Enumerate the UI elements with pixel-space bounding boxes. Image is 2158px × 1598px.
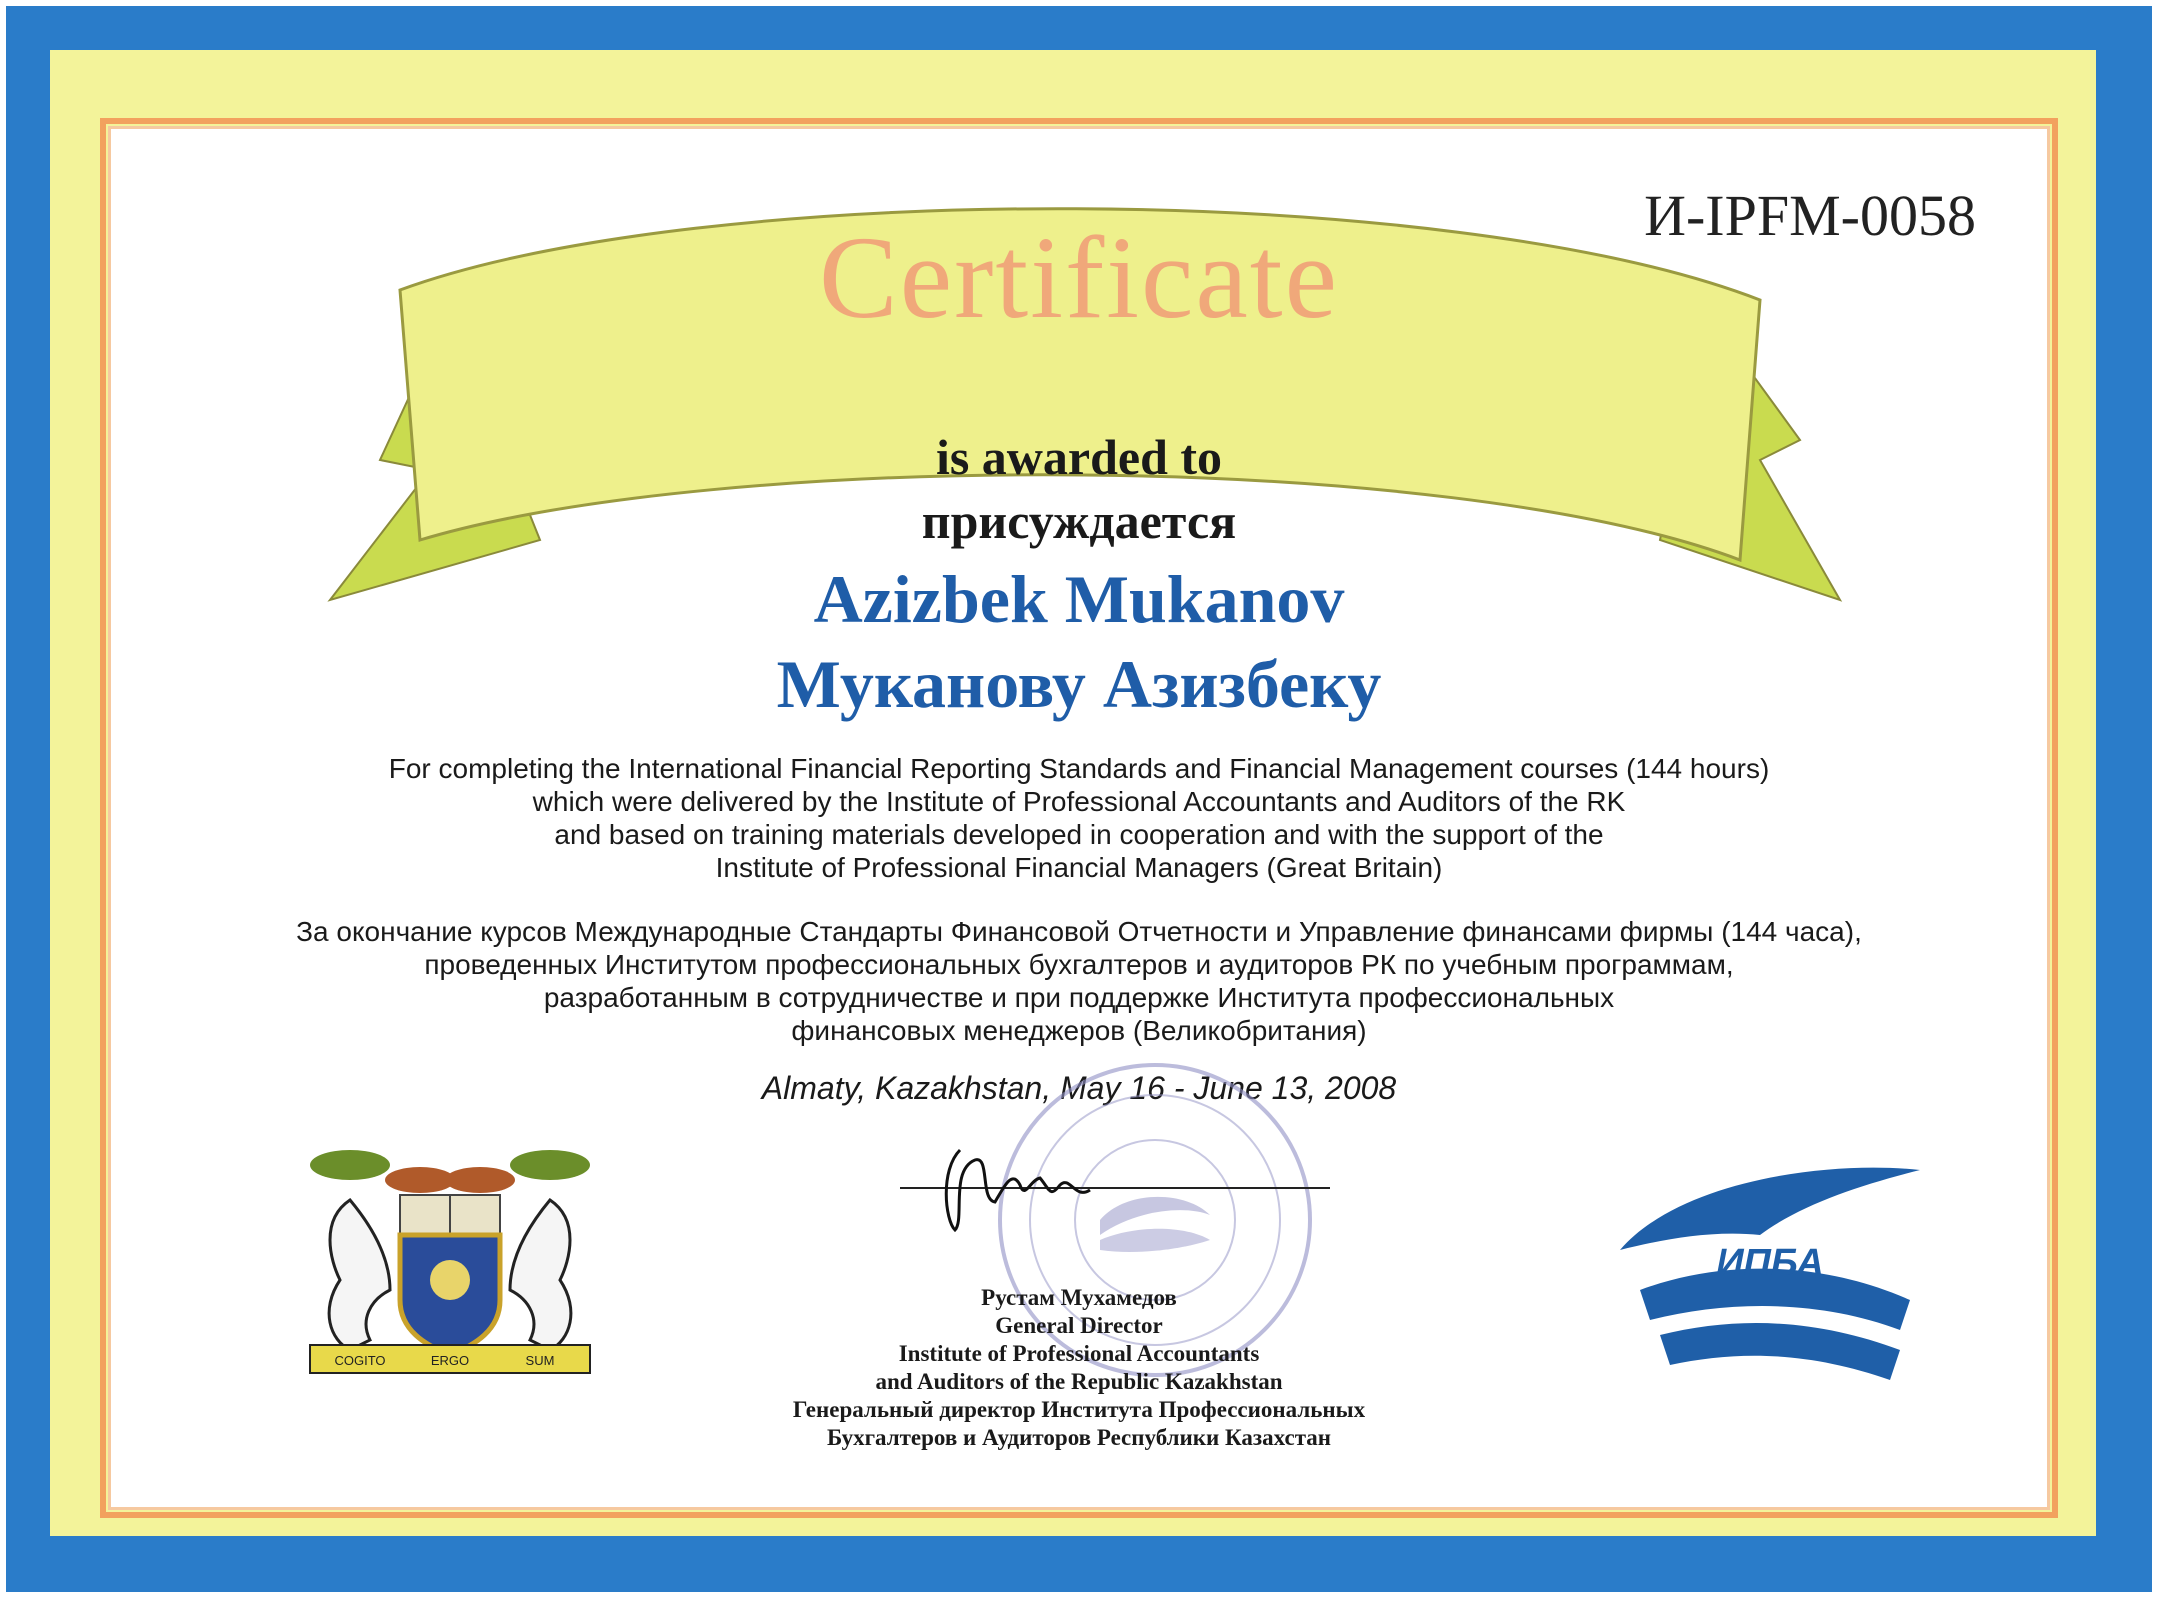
awarded-to-en: is awarded to <box>935 429 1223 485</box>
recipient-name-ru: Муканову Азизбеку <box>776 646 1382 722</box>
certificate-title: Certificate <box>819 212 1339 343</box>
description-en-line: which were delivered by the Institute of Professional Accountants and Auditors of the RK <box>532 786 1626 817</box>
description-en-line: For completing the International Financial Reporting Standards and Financial Management courses (144 hours) <box>388 753 1770 784</box>
signatory-line: Institute of Professional Accountants <box>898 1341 1260 1366</box>
signature <box>900 1130 1330 1240</box>
description-ru <box>0 915 2158 1047</box>
description-ru-line: финансовых менеджеров (Великобритания) <box>791 1015 1367 1046</box>
crest-motto-word: COGITO <box>334 1353 386 1368</box>
ipba-logo-text: ИПБА <box>1716 1242 1824 1284</box>
awarded-to-ru: присуждается <box>921 493 1237 549</box>
recipient-name-en: Azizbek Mukanov <box>813 561 1345 637</box>
serial-number: И-IPFM-0058 <box>1644 183 1976 248</box>
description-ru-line: За окончание курсов Международные Стандарты Финансовой Отчетности и Управление финансами фирмы (144 часа), <box>296 916 1862 947</box>
description-ru-line: проведенных Институтом профессиональных бухгалтеров и аудиторов РК по учебным программам, <box>424 949 1734 980</box>
signatory-line: Генеральный директор Института Профессиональных <box>792 1397 1366 1422</box>
description-en <box>0 752 2158 884</box>
signatory-line: Бухгалтеров и Аудиторов Республики Казахстан <box>826 1425 1332 1450</box>
crest-motto-word: ERGO <box>430 1353 470 1368</box>
description-en-line: and based on training materials developed in cooperation and with the support of the <box>554 819 1604 850</box>
signatory-line: Рустам Мухамедов <box>981 1285 1177 1310</box>
crest-motto-word: SUM <box>525 1353 555 1368</box>
description-ru-line: разработанным в сотрудничестве и при поддержке Института профессиональных <box>543 982 1615 1013</box>
signatory-line: and Auditors of the Republic Kazakhstan <box>875 1369 1283 1394</box>
description-en-line: Institute of Professional Financial Managers (Great Britain) <box>715 852 1443 883</box>
signatory-line: General Director <box>995 1313 1163 1338</box>
place-and-dates: Almaty, Kazakhstan, May 16 - June 13, 2008 <box>761 1070 1397 1106</box>
signatory-block <box>0 1284 2158 1452</box>
